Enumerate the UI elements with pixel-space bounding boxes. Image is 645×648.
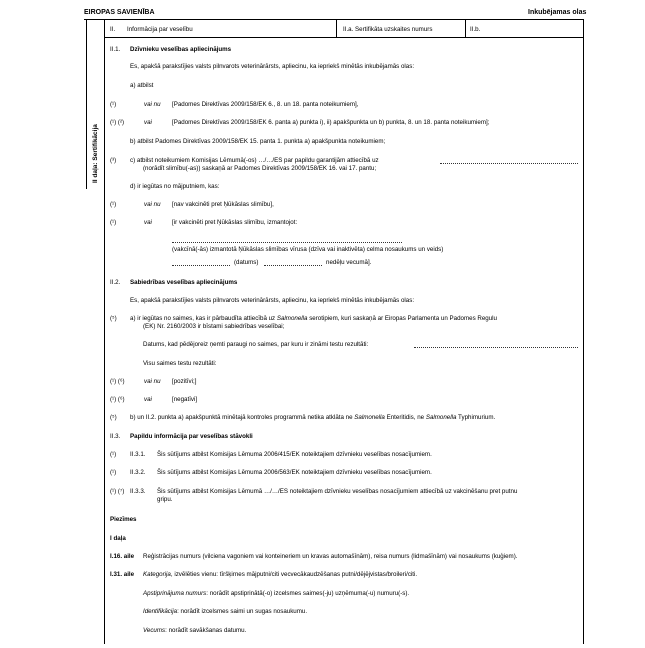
s3-r2-num: II.3.2.: [130, 469, 146, 476]
fn: (¹) (⁶): [110, 378, 125, 385]
s1-vacc: (vakcīnā(-ās) izmantotā Ņūkāslas slimības vīrusa (dzīva vai inaktivēta) celma nosaukums un veids): [172, 246, 444, 253]
cell-divider-2: [465, 19, 466, 37]
s2-title: Sabiedrības veselības apliecinājums: [130, 279, 238, 286]
s2-intro: Es, apakšā parakstījies valsts pilnvarots veterinārārsts, apliecinu, ka iepriekš minētās inkubējamās olas:: [130, 297, 415, 304]
n16: Reģistrācijas numurs (vilciena vagoniem vai konteineriem un kravas automašīnām), reisa numurs (lidmašīnām) vai nosaukums (kuģiem).: [143, 553, 518, 560]
blank-line: [440, 163, 578, 164]
s3-title: Papildu informācija par veselības stāvokli: [130, 433, 253, 440]
s1-num: II.1.: [110, 46, 121, 53]
fn: (¹): [110, 469, 117, 476]
row-rule: [104, 37, 583, 38]
blank-line: [172, 265, 230, 266]
side-label: II daļa: Sertifikācija: [92, 124, 99, 183]
s1-d1: [nav vakcinēti pret Ņūkāslas slimību],: [172, 201, 274, 208]
s3-r3b: gripu.: [157, 496, 173, 503]
frame-left: [104, 19, 105, 644]
s2-a-cont: (EK) Nr. 2160/2003 ir bīstami sabiedrības veselībai;: [143, 323, 285, 330]
s3-r3a: Šis sūtījums atbilst Komisijas Lēmumā …/…/ES noteiktajiem dzīvnieku veselības nosacījumiem attiecībā uz vakcinēšanu pret putnu: [157, 488, 518, 495]
notes-part1: I daļa: [110, 535, 126, 542]
s1-c2: (norādīt slimību(-as)) saskaņā ar Padomes Direktīvas 2009/158/EK 16. vai 17. pantu;: [143, 165, 377, 172]
vai-nu: vai nu: [144, 101, 161, 108]
fn: (¹): [110, 101, 117, 108]
fn: (³): [110, 157, 117, 164]
fn: (¹) (⁶): [110, 396, 125, 403]
s3-r1-num: II.3.1.: [130, 451, 146, 458]
s1-b: b) atbilst Padomes Direktīvas 2009/158/EK 15. panta 1. punkta a) apakšpunkta noteikumiem;: [130, 138, 386, 145]
ident: Identifikācija: norādīt izcelsmes saimi un sugas nosaukumu.: [143, 608, 308, 615]
s2-date: Datums, kad pēdējoreiz ņemti paraugi no saimes, par kuru ir zināmi testu rezultāti:: [143, 341, 369, 348]
s1-d2: [ir vakcinēti pret Ņūkāslas slimību, izmantojot:: [172, 219, 298, 226]
s2-b: b) un II.2. punkta a) apakšpunktā minētajā kontroles programmā netika atklāta ne Salmonella Enteritidis, ne Salmonella Typhimurium.: [130, 414, 496, 421]
s1-c1: c) atbilst noteikumiem Komisijas Lēmumā(-os) …/…/ES par papildu garantijām attiecībā uz: [130, 157, 379, 164]
fn: (¹): [110, 201, 117, 208]
row-title: Informācija par veselību: [127, 26, 193, 33]
blank-line: [172, 242, 402, 243]
s1-datums: (datums): [234, 259, 259, 266]
s3-num: II.3.: [110, 433, 121, 440]
fn: (¹): [110, 219, 117, 226]
n16-label: I.16. aile: [110, 553, 135, 560]
s1-intro: Es, apakšā parakstījies valsts pilnvarots veterinārārsts, apliecinu, ka iepriekš minētās inkubējamās olas:: [130, 63, 415, 70]
header-right: Inkubējamas olas: [528, 9, 587, 16]
n31: Kategorija, izvēlēties vienu: tīršķirnes mājputni/citi vecvecākaudzēšanas putni/dējējvistas/broileri/citi.: [143, 571, 418, 578]
header-rule: [84, 19, 584, 20]
fn: (¹): [110, 451, 117, 458]
apst: Apstiprinājuma numurs: norādīt apstiprinātā(-o) izcelsmes saimes(-ju) uzņēmuma(-u) numuru(-s).: [143, 590, 410, 597]
vai-nu: vai nu: [144, 201, 161, 208]
s1-a-label: a) atbilst: [130, 82, 154, 89]
cell-divider: [336, 19, 337, 37]
s3-r3-num: II.3.3.: [130, 488, 146, 495]
ref-label: II.a. Sertifikāta uzskaites numurs: [343, 26, 433, 33]
fn: (⁵): [110, 315, 117, 322]
vec: Vecums: norādīt savākšanas datumu.: [143, 627, 247, 634]
frame-right: [583, 19, 584, 644]
fn: (⁵): [110, 414, 117, 421]
s2-pos: [pozitīvi;]: [172, 378, 197, 385]
blank-line: [414, 347, 578, 348]
fn: (¹) (²): [110, 119, 125, 126]
n31-label: I.31. aile: [110, 571, 135, 578]
ref-b: II.b.: [470, 26, 481, 33]
s2-num: II.2.: [110, 279, 121, 286]
notes-title: Piezīmes: [110, 516, 137, 523]
s1-a2: [Padomes Direktīvas 2009/158/EK 6. panta a) punkta i), ii) apakšpunkta un b) punkta, 8. un 18. panta noteikumiem];: [172, 119, 490, 126]
s1-title: Dzīvnieku veselības apliecinājums: [130, 46, 232, 53]
s3-r2: Šis sūtījums atbilst Komisijas Lēmuma 2006/563/EK noteiktajiem dzīvnieku veselības nosacījumiem.: [157, 469, 432, 476]
vai: vai: [144, 219, 152, 226]
vai-nu: vai nu: [144, 378, 161, 385]
s3-r1: Šis sūtījums atbilst Komisijas Lēmuma 2006/415/EK noteiktajiem dzīvnieku veselības nosacījumiem.: [157, 451, 432, 458]
s2-neg: [negatīvi]: [172, 396, 198, 403]
header-left: EIROPAS SAVIENĪBA: [84, 9, 155, 16]
sidebar-border: [86, 19, 87, 189]
s1-a1: [Padomes Direktīvas 2009/158/EK 6., 8. un 18. panta noteikumiem],: [172, 101, 359, 108]
vai: vai: [144, 119, 152, 126]
s2-results: Visu saimes testu rezultāti:: [143, 360, 217, 367]
s1-weeks: nedēļu vecumā].: [326, 259, 372, 266]
s2-a: a) ir iegūtas no saimes, kas ir pārbaudīta attiecībā uz Salmonella serotipiem, kuri saskaņā ar Eiropas Parlamenta un Padomes Regulu: [130, 315, 497, 322]
fn: (¹) (⁷): [110, 488, 125, 495]
vai: vai: [144, 396, 152, 403]
s1-d: d) ir iegūtas no mājputniem, kas:: [130, 183, 220, 190]
blank-line: [264, 265, 322, 266]
row-num: II.: [110, 26, 116, 33]
